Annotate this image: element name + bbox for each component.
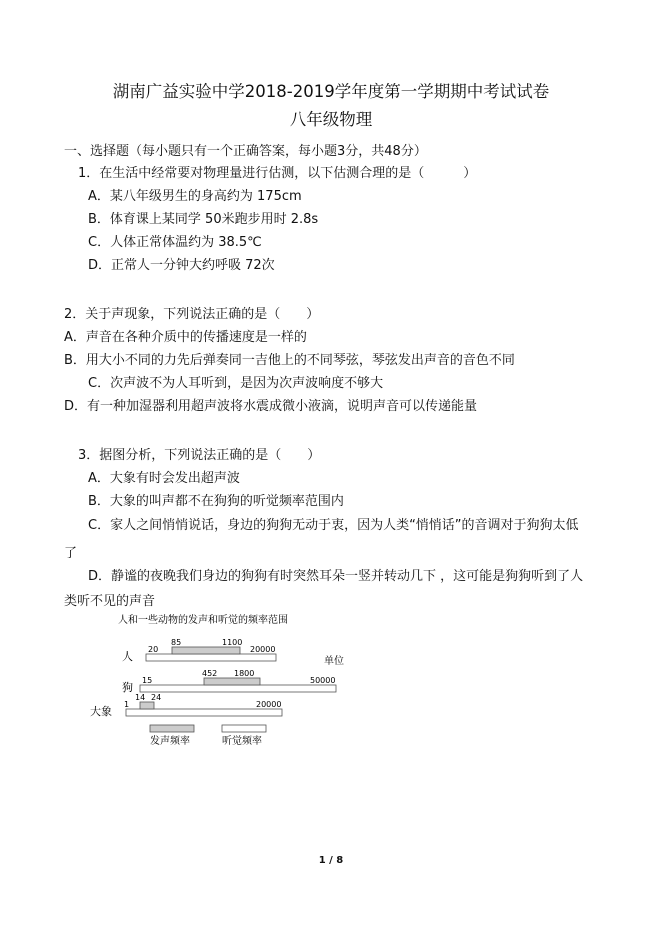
elephant-voice-bar — [140, 702, 154, 709]
elephant-hearing-bar — [126, 709, 282, 716]
question-1-option-d: D．正常人一分钟大约呼吸 72次 — [88, 258, 275, 273]
human-hear-min: 20 — [148, 645, 159, 654]
question-1-option-b: B．体育课上某同学 50米跑步用时 2.8s — [88, 212, 319, 227]
figure-row-label-dog: 狗 — [122, 681, 133, 694]
question-3-stem: 3．据图分析，下列说法正确的是（ ） — [78, 448, 321, 463]
human-voice-min: 85 — [171, 638, 182, 647]
question-2-option-d: D．有一种加湿器利用超声波将水震成微小液滴，说明声音可以传递能量 — [64, 399, 478, 414]
legend-voice-swatch — [150, 725, 194, 732]
question-2-stem: 2．关于声现象，下列说法正确的是（ ） — [64, 307, 320, 322]
question-2-option-b: B．用大小不同的力先后弹奏同一吉他上的不同琴弦，琴弦发出声音的音色不同 — [64, 353, 515, 368]
question-2-option-a: A．声音在各种介质中的传播速度是一样的 — [64, 330, 307, 345]
human-voice-max: 1100 — [222, 638, 243, 647]
exam-title: 湖南广益实验中学2018-2019学年度第一学期期中考试试卷 — [112, 82, 550, 101]
page-number: 1 / 8 — [318, 855, 344, 866]
dog-hear-min: 15 — [142, 676, 153, 685]
dog-voice-max: 1800 — [234, 669, 255, 678]
figure-row-label-human: 人 — [122, 650, 133, 663]
question-1-option-a: A．某八年级男生的身高约为 175cm — [88, 189, 302, 204]
elephant-voice-min: 14 — [135, 693, 146, 702]
dog-voice-bar — [204, 678, 260, 685]
dog-voice-min: 452 — [202, 669, 218, 678]
section-heading: 一、选择题（每小题只有一个正确答案，每小题3分，共48分） — [64, 144, 427, 159]
figure-row-label-elephant: 大象 — [90, 705, 112, 718]
question-1-option-c: C．人体正常体温约为 38.5℃ — [88, 235, 262, 250]
question-3-option-d-cont: 类听不见的声音 — [64, 594, 156, 609]
elephant-voice-max: 24 — [151, 693, 162, 702]
legend-voice-label: 发声频率 — [150, 736, 190, 747]
elephant-hear-min: 1 — [124, 700, 130, 709]
figure-unit: 单位 — [324, 656, 344, 667]
dog-hear-max: 50000 — [310, 676, 336, 685]
question-2-option-c: C．次声波不为人耳听到，是因为次声波响度不够大 — [88, 376, 384, 391]
legend-hearing-swatch — [222, 725, 266, 732]
frequency-range-figure — [90, 612, 360, 752]
question-1-stem: 1．在生活中经常要对物理量进行估测，以下估测合理的是（ ） — [78, 166, 477, 181]
human-hearing-bar — [146, 654, 276, 661]
question-3-option-a: A．大象有时会发出超声波 — [88, 471, 240, 486]
question-3-option-b: B．大象的叫声都不在狗狗的听觉频率范围内 — [88, 494, 344, 509]
elephant-hear-max: 20000 — [256, 700, 282, 709]
exam-subject: 八年级物理 — [289, 110, 373, 129]
human-hear-max: 20000 — [250, 645, 276, 654]
dog-hearing-bar — [140, 685, 336, 692]
legend-hearing-label: 听觉频率 — [222, 736, 262, 747]
human-voice-bar — [172, 647, 240, 654]
question-3-option-c-cont: 了 — [64, 546, 78, 561]
question-3-option-c: C．家人之间悄悄说话，身边的狗狗无动于衷，因为人类“悄悄话”的音调对于狗狗太低 — [88, 518, 579, 533]
figure-title: 人和一些动物的发声和听觉的频率范围 — [118, 615, 288, 626]
question-3-option-d: D．静谧的夜晚我们身边的狗狗有时突然耳朵一竖并转动几下 ，这可能是狗狗听到了人 — [88, 569, 584, 584]
